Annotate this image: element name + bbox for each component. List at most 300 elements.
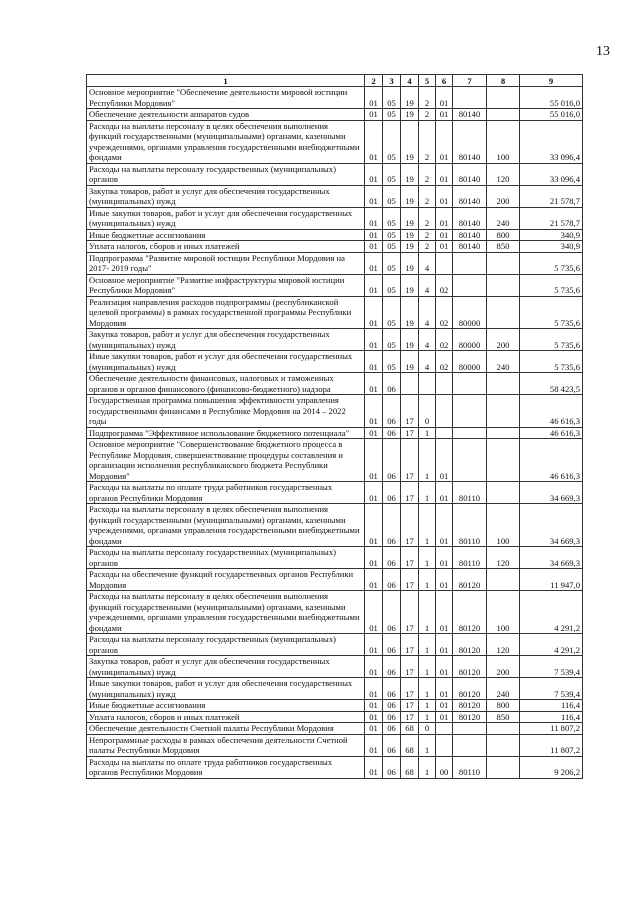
code-cell: 01 [365,547,383,569]
code-cell [453,252,487,274]
table-row [87,296,583,329]
code-cell: 01 [436,120,453,163]
code-cell [453,395,487,428]
table-row [87,547,583,569]
column-header: 1 [87,75,365,87]
code-cell: 1 [419,634,436,656]
code-cell: 06 [383,656,401,678]
code-cell [487,373,520,395]
code-cell: 01 [365,734,383,756]
expense-name-cell: Реализация направления расходов подпрограммы (республиканской целевой программы) в рамках государственной программы Республики Мордовия [87,296,365,329]
code-cell: 19 [401,120,419,163]
code-cell: 17 [401,504,419,547]
code-cell: 01 [365,185,383,207]
code-cell: 17 [401,395,419,428]
code-cell: 850 [487,241,520,253]
code-cell [487,296,520,329]
code-cell: 01 [436,109,453,121]
code-cell: 06 [383,569,401,591]
table-row [87,504,583,547]
code-cell: 01 [365,252,383,274]
expense-name-cell: Иные бюджетные ассигнования [87,229,365,241]
code-cell: 1 [419,569,436,591]
code-cell: 80140 [453,163,487,185]
code-cell: 06 [383,734,401,756]
column-header: 8 [487,75,520,87]
code-cell: 01 [365,109,383,121]
code-cell: 01 [436,700,453,712]
expense-name-cell: Расходы на выплаты персоналу в целях обеспечения выполнения функций государственными (муниципальными) органами, казенными учреждениями, органами управления государственными внебюджетными фондами [87,591,365,634]
code-cell: 06 [383,373,401,395]
code-cell: 1 [419,504,436,547]
code-cell [487,252,520,274]
code-cell: 1 [419,591,436,634]
code-cell: 120 [487,163,520,185]
code-cell: 17 [401,482,419,504]
code-cell: 100 [487,120,520,163]
code-cell: 80110 [453,482,487,504]
expense-name-cell: Уплата налогов, сборов и иных платежей [87,241,365,253]
code-cell: 80140 [453,229,487,241]
code-cell: 80140 [453,120,487,163]
code-cell: 19 [401,274,419,296]
expense-name-cell: Основное мероприятие "Обеспечение деятельности мировой юстиции Республики Мордовия" [87,87,365,109]
code-cell: 17 [401,656,419,678]
table-row [87,163,583,185]
code-cell: 01 [436,678,453,700]
code-cell: 01 [365,395,383,428]
code-cell: 05 [383,120,401,163]
code-cell: 01 [436,229,453,241]
code-cell: 05 [383,185,401,207]
column-header: 4 [401,75,419,87]
code-cell: 01 [365,569,383,591]
expense-name-cell: Расходы на выплаты по оплате труда работников государственных органов Республики Мордовия [87,482,365,504]
code-cell: 05 [383,109,401,121]
column-header: 9 [520,75,583,87]
code-cell: 850 [487,711,520,723]
code-cell [453,734,487,756]
code-cell [436,427,453,439]
expense-name-cell: Уплата налогов, сборов и иных платежей [87,711,365,723]
code-cell: 01 [436,711,453,723]
code-cell: 06 [383,504,401,547]
expense-name-cell: Расходы на выплаты персоналу в целях обеспечения выполнения функций государственными (муниципальными) органами, казенными учреждениями, органами управления государственными внебюджетными фондами [87,120,365,163]
table-row [87,351,583,373]
code-cell: 80110 [453,756,487,778]
expense-name-cell: Иные бюджетные ассигнования [87,700,365,712]
code-cell: 200 [487,656,520,678]
code-cell [419,373,436,395]
code-cell: 80120 [453,591,487,634]
table-row [87,711,583,723]
amount-cell: 21 578,7 [520,185,583,207]
code-cell: 80140 [453,109,487,121]
code-cell: 01 [436,163,453,185]
expense-name-cell: Расходы на выплаты персоналу государственных (муниципальных) органов [87,547,365,569]
table-row [87,252,583,274]
table-row [87,373,583,395]
code-cell: 4 [419,296,436,329]
code-cell: 4 [419,252,436,274]
code-cell: 01 [436,656,453,678]
code-cell: 01 [436,504,453,547]
code-cell: 68 [401,756,419,778]
code-cell: 200 [487,329,520,351]
code-cell: 1 [419,439,436,482]
code-cell: 05 [383,274,401,296]
code-cell: 240 [487,678,520,700]
code-cell: 00 [436,756,453,778]
code-cell: 80000 [453,351,487,373]
code-cell: 4 [419,351,436,373]
expense-name-cell: Расходы на выплаты персоналу государственных (муниципальных) органов [87,163,365,185]
code-cell: 01 [365,756,383,778]
code-cell: 0 [419,395,436,428]
code-cell: 17 [401,678,419,700]
table-row [87,274,583,296]
code-cell: 01 [365,229,383,241]
expense-name-cell: Государственная программа повышения эффективности управления государственными финансами в Республике Мордовия на 2014 – 2022 годы [87,395,365,428]
amount-cell: 116,4 [520,700,583,712]
expense-name-cell: Иные закупки товаров, работ и услуг для обеспечения государственных (муниципальных) нужд [87,207,365,229]
code-cell: 17 [401,700,419,712]
code-cell: 06 [383,700,401,712]
code-cell: 01 [365,591,383,634]
amount-cell: 5 735,6 [520,252,583,274]
expense-name-cell: Закупка товаров, работ и услуг для обеспечения государственных (муниципальных) нужд [87,329,365,351]
table-row [87,120,583,163]
code-cell [453,373,487,395]
code-cell: 01 [436,185,453,207]
expense-name-cell: Закупка товаров, работ и услуг для обеспечения государственных (муниципальных) нужд [87,656,365,678]
code-cell: 80140 [453,207,487,229]
expense-name-cell: Расходы на выплаты персоналу в целях обеспечения выполнения функций государственными (муниципальными) органами, казенными учреждениями, органами управления государственными внебюджетными фондами [87,504,365,547]
code-cell: 80120 [453,656,487,678]
code-cell [436,252,453,274]
code-cell: 05 [383,351,401,373]
code-cell: 2 [419,109,436,121]
table-row [87,656,583,678]
code-cell: 1 [419,700,436,712]
expense-name-cell: Обеспечение деятельности аппаратов судов [87,109,365,121]
code-cell: 05 [383,163,401,185]
code-cell: 2 [419,163,436,185]
code-cell: 05 [383,229,401,241]
code-cell: 06 [383,427,401,439]
table-row [87,241,583,253]
code-cell [487,427,520,439]
code-cell [487,569,520,591]
expense-name-cell: Непрограммные расходы в рамках обеспечения деятельности Счетной палаты Республики Мордовия [87,734,365,756]
code-cell: 200 [487,185,520,207]
table-row [87,700,583,712]
expense-name-cell: Обеспечение деятельности финансовых, налоговых и таможенных органов и органов финансового (финансово-бюджетного) надзора [87,373,365,395]
code-cell: 05 [383,296,401,329]
code-cell: 80110 [453,547,487,569]
code-cell: 01 [365,482,383,504]
code-cell: 01 [365,274,383,296]
code-cell: 01 [365,439,383,482]
code-cell: 240 [487,351,520,373]
code-cell [453,427,487,439]
code-cell [453,274,487,296]
amount-cell: 340,9 [520,241,583,253]
code-cell: 2 [419,185,436,207]
code-cell: 2 [419,87,436,109]
table-row [87,87,583,109]
amount-cell: 46 616,3 [520,427,583,439]
code-cell: 17 [401,634,419,656]
column-header: 3 [383,75,401,87]
code-cell: 06 [383,547,401,569]
code-cell [453,87,487,109]
code-cell: 80140 [453,241,487,253]
code-cell: 2 [419,241,436,253]
table-row [87,678,583,700]
expense-name-cell: Подпрограмма "Эффективное использование бюджетного потенциала" [87,427,365,439]
amount-cell: 11 807,2 [520,723,583,735]
amount-cell: 34 669,3 [520,482,583,504]
code-cell: 120 [487,547,520,569]
budget-table [86,74,583,779]
code-cell: 01 [365,163,383,185]
code-cell: 19 [401,163,419,185]
code-cell [436,734,453,756]
code-cell: 01 [436,207,453,229]
code-cell: 19 [401,351,419,373]
code-cell [453,439,487,482]
table-row [87,439,583,482]
code-cell: 02 [436,274,453,296]
page-number: 13 [596,44,610,59]
code-cell: 2 [419,207,436,229]
code-cell [487,439,520,482]
expense-name-cell: Расходы на обеспечение функций государственных органов Республики Мордовия [87,569,365,591]
code-cell: 01 [365,504,383,547]
code-cell [401,373,419,395]
code-cell: 4 [419,329,436,351]
code-cell: 01 [365,351,383,373]
code-cell: 80120 [453,711,487,723]
code-cell: 06 [383,711,401,723]
table-row [87,756,583,778]
code-cell: 240 [487,207,520,229]
code-cell: 1 [419,756,436,778]
amount-cell: 5 735,6 [520,351,583,373]
table-header-row [87,75,583,87]
amount-cell: 55 016,0 [520,87,583,109]
table-row [87,634,583,656]
code-cell: 80000 [453,329,487,351]
code-cell: 17 [401,547,419,569]
code-cell: 19 [401,87,419,109]
code-cell: 01 [436,547,453,569]
table-row [87,207,583,229]
code-cell: 2 [419,229,436,241]
amount-cell: 5 735,6 [520,329,583,351]
code-cell: 19 [401,109,419,121]
expense-name-cell: Подпрограмма "Развитие мировой юстиции Республики Мордовия на 2017- 2019 годы" [87,252,365,274]
code-cell: 05 [383,241,401,253]
code-cell: 19 [401,241,419,253]
code-cell [487,756,520,778]
code-cell: 06 [383,591,401,634]
code-cell: 06 [383,756,401,778]
amount-cell: 4 291,2 [520,634,583,656]
code-cell: 01 [365,207,383,229]
code-cell: 01 [365,373,383,395]
code-cell: 17 [401,569,419,591]
code-cell: 800 [487,700,520,712]
code-cell: 80110 [453,504,487,547]
table-row [87,569,583,591]
code-cell: 05 [383,87,401,109]
code-cell: 02 [436,296,453,329]
code-cell: 19 [401,229,419,241]
code-cell: 19 [401,207,419,229]
amount-cell: 340,9 [520,229,583,241]
amount-cell: 33 096,4 [520,120,583,163]
code-cell [487,274,520,296]
code-cell [487,87,520,109]
expense-name-cell: Расходы на выплаты персоналу государственных (муниципальных) органов [87,634,365,656]
code-cell: 01 [365,634,383,656]
code-cell: 80140 [453,185,487,207]
code-cell: 19 [401,329,419,351]
code-cell: 01 [365,656,383,678]
code-cell [487,109,520,121]
code-cell: 17 [401,591,419,634]
table-body [87,87,583,779]
code-cell [436,395,453,428]
code-cell: 17 [401,427,419,439]
code-cell: 4 [419,274,436,296]
amount-cell: 7 539,4 [520,656,583,678]
amount-cell: 46 616,3 [520,439,583,482]
code-cell: 80000 [453,296,487,329]
amount-cell: 55 016,0 [520,109,583,121]
expense-name-cell: Иные закупки товаров, работ и услуг для обеспечения государственных (муниципальных) нужд [87,678,365,700]
code-cell [487,395,520,428]
table-row [87,229,583,241]
code-cell: 01 [436,241,453,253]
expense-name-cell: Обеспечение деятельности Счетной палаты Республики Мордовия [87,723,365,735]
code-cell: 68 [401,734,419,756]
amount-cell: 46 616,3 [520,395,583,428]
code-cell: 06 [383,395,401,428]
code-cell: 19 [401,296,419,329]
code-cell: 80120 [453,678,487,700]
table-row [87,329,583,351]
table-row [87,395,583,428]
amount-cell: 33 096,4 [520,163,583,185]
code-cell: 02 [436,351,453,373]
code-cell: 68 [401,723,419,735]
code-cell: 06 [383,482,401,504]
amount-cell: 4 291,2 [520,591,583,634]
code-cell: 1 [419,678,436,700]
expense-name-cell: Иные закупки товаров, работ и услуг для обеспечения государственных (муниципальных) нужд [87,351,365,373]
code-cell [436,373,453,395]
code-cell: 01 [436,591,453,634]
table-row [87,723,583,735]
code-cell [436,723,453,735]
code-cell: 1 [419,427,436,439]
code-cell: 2 [419,120,436,163]
amount-cell: 11 807,2 [520,734,583,756]
code-cell: 120 [487,634,520,656]
code-cell: 01 [436,439,453,482]
amount-cell: 116,4 [520,711,583,723]
code-cell: 01 [365,427,383,439]
code-cell: 1 [419,482,436,504]
code-cell: 01 [365,329,383,351]
table-row [87,591,583,634]
expense-name-cell: Основное мероприятие "Развитие инфраструктуры мировой юстиции Республики Мордовия" [87,274,365,296]
code-cell: 01 [365,87,383,109]
code-cell [453,723,487,735]
amount-cell: 21 578,7 [520,207,583,229]
code-cell: 100 [487,591,520,634]
table-row [87,427,583,439]
code-cell: 06 [383,634,401,656]
amount-cell: 5 735,6 [520,296,583,329]
amount-cell: 7 539,4 [520,678,583,700]
code-cell: 01 [365,120,383,163]
column-header: 6 [436,75,453,87]
code-cell [487,734,520,756]
code-cell: 01 [365,711,383,723]
code-cell: 06 [383,439,401,482]
code-cell: 01 [436,482,453,504]
code-cell: 06 [383,723,401,735]
code-cell: 19 [401,185,419,207]
code-cell [487,482,520,504]
amount-cell: 11 947,0 [520,569,583,591]
code-cell: 01 [365,241,383,253]
expense-name-cell: Расходы на выплаты по оплате труда работников государственных органов Республики Мордовия [87,756,365,778]
column-header: 2 [365,75,383,87]
column-header: 5 [419,75,436,87]
code-cell: 1 [419,734,436,756]
code-cell: 05 [383,207,401,229]
code-cell: 06 [383,678,401,700]
code-cell: 01 [365,700,383,712]
code-cell: 01 [436,634,453,656]
table-row [87,185,583,207]
code-cell: 800 [487,229,520,241]
code-cell: 1 [419,547,436,569]
code-cell: 01 [365,296,383,329]
code-cell: 01 [436,87,453,109]
code-cell: 100 [487,504,520,547]
amount-cell: 5 735,6 [520,274,583,296]
code-cell: 80120 [453,700,487,712]
column-header: 7 [453,75,487,87]
code-cell: 05 [383,252,401,274]
code-cell [487,723,520,735]
code-cell: 05 [383,329,401,351]
amount-cell: 9 206,2 [520,756,583,778]
amount-cell: 34 669,3 [520,504,583,547]
table-row [87,109,583,121]
table-row [87,482,583,504]
code-cell: 17 [401,439,419,482]
code-cell: 1 [419,656,436,678]
code-cell: 80120 [453,634,487,656]
expense-name-cell: Основное мероприятие "Совершенствование бюджетного процесса в Республике Мордовия, совершенствование процедуры составления и организации исполнения республиканского бюджета Республики Мордовия" [87,439,365,482]
